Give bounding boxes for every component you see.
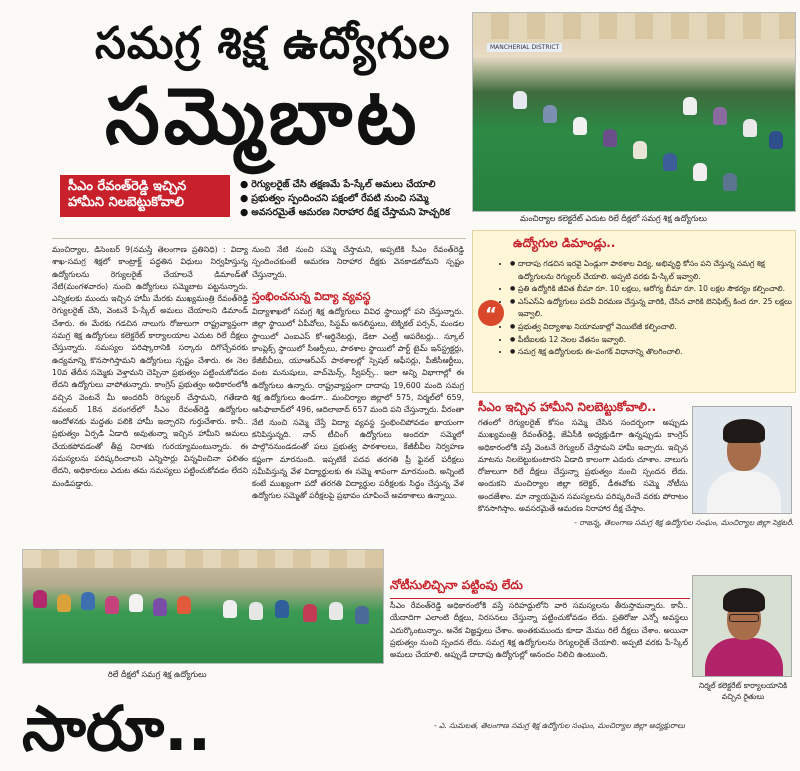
demands-title: ఉద్యోగుల డిమాండ్లు.. bbox=[513, 236, 616, 250]
seated-person bbox=[513, 91, 527, 109]
portrait-saree bbox=[705, 638, 783, 677]
top-photo-caption: మంచిర్యాల కలెక్టరేట్ ఎదుట రిలే దీక్షలో సమగ్ర శిక్ష ఉద్యోగులు bbox=[520, 214, 707, 223]
red-title-box: సీఎం రేవంత్‌రెడ్డి ఇచ్చిన హామీని నిలబెట్టుకోవాలి bbox=[60, 175, 230, 217]
portrait-woman bbox=[692, 575, 792, 677]
key-points bbox=[240, 178, 472, 220]
demand-item: ● • సమగ్ర శిక్ష ఉద్యోగులకు ఈ-పంగక్ విధానాన్ని తొలగించాలి. bbox=[510, 346, 792, 359]
headline-line-1: సమగ్ర శిక్ష ఉద్యోగుల bbox=[95, 18, 451, 69]
demand-item: ● • ఎస్ఎస్ఏ ఉద్యోగులు పదవీ విరమణ చేస్తున్న వారికి, చేసిన వారికి బెనిఫిట్స్ కింద రూ. 25 లక్షలు ఇవ్వాలి. bbox=[510, 296, 792, 321]
demand-item: ● • పీటీఐలకు 12 నెలల వేతనం ఇవ్వాలి. bbox=[510, 334, 792, 347]
article-column-1: మంచిర్యాల, డిసెంబర్ 9(నమస్తే తెలంగాణ ప్రతినిధి) : విద్యా శాఖ-సమగ్ర శిక్షలో కాంట్రాక్ట్ పద్ధతిన విధులు నిర్వహిస్తున్న ఉద్యోగులను రెగ్యులరైజ్ చేయాలనే డిమాండ్‌తో నేటి(మంగళవారం) నుంచి ఉద్యోగులు సమ్మెబాట పట్టనున్నారు. ఎన్నికలకు ముందు ఇచ్చిన హామీ మేరకు ముఖ్యమంత్రి రేవంత్‌రెడ్డి రెగ్యులరైజ్ చేసి, వెంటనే పే-స్కేల్ అమలు చేయాలని డిమాండ్ చేశారు. ఈ మేరకు గడచిన నాలుగు రోజులుగా రాష్ట్రవ్యాప్తంగా సమగ్ర శిక్ష ఉద్యోగులు కలెక్టరేట్ కార్యాలయాల ఎదుట రిలే దీక్షలు చేస్తున్నారు. సమస్యల పరిష్కారానికి సర్కారు దిగొచ్చేవరకు ఉద్యమాన్ని కొనసాగిస్తామని ఉద్యోగులు స్పష్టం చేశారు. ఈ నెల 10వ తేదీన సమ్మెకు వెళ్తామని చెప్పినా ప్రభుత్వం పట్టించుకోవడం లేదని ఉద్యోగులు వాపోతున్నారు. కాంగ్రెస్ ప్రభుత్వం అధికారంలోకి వచ్చిన వెంటనే మీ అందరినీ రెగ్యులర్ చేస్తామని, గతేడాది నవంబర్ 18న వరంగల్‌లో సీఎం రేవంత్‌రెడ్డి ఉద్యోగుల ఆందోళనకు మద్దతు పలికి హామీ ఇచ్చారని గుర్తుచేశారు. కానీ.. ప్రభుత్వం ఏర్పడి ఏడాది అవుతున్నా ఇచ్చిన హామీని అమలు చేయకపోవడంతో తీవ్ర నిరాశకు గురయ్యామంటున్నారు. ఈ సమస్యలను పరిష్కరించాలని ఎన్నిసార్లు విన్నవించినా ఫలితం లేదని, అధికారులు ఎదుట తమ సమస్యలు పట్టించుకోవడం లేదని మండిపడ్డారు. bbox=[52, 245, 248, 488]
portrait-glasses bbox=[729, 614, 759, 622]
seated-person bbox=[275, 600, 289, 618]
quote-icon: “ bbox=[478, 300, 504, 326]
key-point-text: ప్రభుత్వం స్పందించని పక్షంలో రేపటి నుంచి సమ్మె bbox=[251, 193, 429, 204]
portrait-2-caption: నిర్మల్ కలెక్టరేట్ కార్యాలయానికి వచ్చిన రైతులు bbox=[698, 681, 788, 701]
demand-item: ● • ప్రభుత్వ విద్యాశాఖ నియామకాల్లో వెయిటేజీ కల్పించాలి. bbox=[510, 321, 792, 334]
article-column-2-body: విద్యాశాఖలో సమగ్ర శిక్ష ఉద్యోగులు వివిధ స్థాయిల్లో పని చేస్తున్నారు. జిల్లా స్థాయిలో ఏపీవోలు, సిస్టమ్ అనలిస్టులు, టెక్నికల్ పర్సన్, మండల స్థాయిలో ఎంఐఎస్ కో-ఆర్డినేటర్లు, డేటా ఎంట్రీ ఆపరేటర్లు.. స్కూల్ కాంప్లెక్స్ స్థాయిలో సీఆర్పీలు, పాఠశాల స్థాయిలో పార్ట్ టైమ్ ఇన్‌స్ట్రక్టర్లు, కేజీబీవీలు, యూఆర్ఎస్ పాఠశాలల్లో స్పెషల్ ఆఫీసర్లు, పీజీసీఆర్టీలు, వంట మనుషులు, వాచ్‌మెన్స్, స్వీపర్స్.. ఇలా అన్ని విభాగాల్లో ఈ ఉద్యోగులు ఉన్నారు. రాష్ట్రవ్యాప్తంగా దాదాపు 19,600 మంది సమగ్ర శిక్ష ఉద్యోగులు ఉండగా.. మంచిర్యాల జిల్లాలో 575, నిర్మల్‌లో 659, ఆసిఫాబాద్‌లో 496, ఆదిలాబాద్ 657 మంది పని చేస్తున్నారు. వీరంతా నేటి నుంచి సమ్మె చేస్తే విద్యా వ్యవస్థ స్తంభించిపోవడం ఖాయంగా కనిపిస్తున్నది. నాన్ టీచింగ్ ఉద్యోగులు అందరూ సమ్మెలో పాల్గొననుండడంతో పలు ప్రభుత్వ పాఠశాలలు, కేజీబీవీల నిర్వహణ కష్టంగా మారనుంది. ఇప్పటికే పదవ తరగతి ప్రీ ఫైనల్ పరీక్షలు సమీపిస్తున్న వేళ విద్యార్థులకు ఈ సమ్మె శాపంగా మారనుంది. అన్నింటి కంటే ముఖ్యంగా పదో తరగతి విద్యార్థుల పరీక్షలకు సిద్ధం చేస్తున్న వేళ ఉద్యోగుల సమ్మెతో పరీక్షలపై ప్రభావం చూపించే అవకాశాలు ఉన్నాయి. bbox=[252, 307, 464, 501]
seated-person bbox=[573, 117, 587, 135]
article-subheading: స్తంభించనున్న విద్యా వ్యవస్థ bbox=[252, 290, 371, 303]
seated-person bbox=[543, 105, 557, 123]
key-point: ● రెగ్యులరైజ్ చేసి తక్షణమే పే-స్కేల్ అమలు చేయాలి bbox=[240, 179, 436, 190]
bottom-photo bbox=[22, 549, 384, 664]
seated-person bbox=[33, 590, 47, 608]
seated-person bbox=[303, 604, 317, 622]
seated-person bbox=[693, 163, 707, 181]
headline-line-2: సమ్మెబాట bbox=[105, 72, 421, 162]
portrait-shirt bbox=[707, 471, 781, 514]
seated-person bbox=[105, 596, 119, 614]
seated-person bbox=[177, 596, 191, 614]
seated-person bbox=[249, 602, 263, 620]
key-point-text: అవసరమైతే ఆమరణ నిరాహార దీక్ష చేస్తామని హెచ్చరిక bbox=[251, 207, 450, 218]
key-point-text: రెగ్యులరైజ్ చేసి తక్షణమే పే-స్కేల్ అమలు చేయాలి bbox=[251, 179, 436, 190]
seated-person bbox=[153, 598, 167, 616]
section-3-title: నోటీసులిచ్చినా పట్టింపు లేదు bbox=[390, 578, 690, 599]
section-3-signature: - ఎ. సుమలత, తెలంగాణ సమగ్ర శిక్ష ఉద్యోగుల సంఘం, మంచిర్యాల జిల్లా అధ్యక్షురాలు bbox=[433, 721, 685, 730]
section-2-signature: - రాజన్న, తెలంగాణ సమగ్ర శిక్ష ఉద్యోగుల సంఘం, మంచిర్యాల జిల్లా సెక్రటరీ. bbox=[574, 518, 794, 527]
seated-person bbox=[769, 131, 783, 149]
portrait-hair bbox=[723, 419, 765, 443]
demand-item: ● • దాదాపు గడచిన ఇరవై ఏండ్లుగా పాఠశాల విద్య, అభివృద్ధి కోసం పని చేస్తున్న సమగ్ర శిక్ష ఉద్యోగులను రెగ్యులర్ చేయాలి. అప్పటి వరకు పే-స్కేల్ ఇవ్వాలి. bbox=[510, 258, 792, 283]
seated-person bbox=[663, 153, 677, 171]
bottom-photo-caption: రిలే దీక్షలో సమగ్ర శిక్ష ఉద్యోగులు bbox=[108, 670, 207, 679]
section-2-body: గతంలో రెగ్యులరైజ్ కోసం సమ్మె చేసిన సందర్భంగా అప్పుడు ముఖ్యమంత్రి రేవంత్‌రెడ్డి, జేఏసీకి అధ్యక్షుడిగా ఉన్నప్పుడు కాంగ్రెస్ అధికారంలోకి వస్తే వెంటనే రెగ్యులర్ చేస్తామని హామీ ఇచ్చారు. ఇచ్చిన మాటను నిలబెట్టుకుంటారని ఏడాది కాలంగా ఎదురు చూశాం. నాలుగు రోజులుగా రిలే దీక్షలు చేస్తున్నా ప్రభుత్వం నుంచి స్పందన లేదు. అందుకని మంచిర్యాల జిల్లా కలెక్టర్, డీఈవోకు సమ్మె నోటీసు అందజేశాం. మా న్యాయమైన సమస్యలను పరిష్కరించే వరకు పోరాటం కొనసాగిస్తాం. అవసరమైతే ఆమరణ నిరాహార దీక్ష చేస్తాం. bbox=[478, 418, 688, 513]
portrait-hair bbox=[723, 588, 765, 612]
seated-person bbox=[713, 107, 727, 125]
seated-person bbox=[129, 594, 143, 612]
photo-banner: MANCHERIAL DISTRICT bbox=[487, 43, 562, 52]
demands-list bbox=[510, 258, 792, 359]
key-point: ● అవసరమైతే ఆమరణ నిరాహార దీక్ష చేస్తామని హెచ్చరిక bbox=[240, 207, 450, 218]
tent-canopy bbox=[23, 550, 383, 568]
seated-person bbox=[329, 602, 343, 620]
seated-person bbox=[723, 173, 737, 191]
section-3-body: సీఎం రేవంత్‌రెడ్డి అధికారంలోకి వస్తే సరిహద్దులోని వారి సమస్యలను తీరుస్తామన్నారు. కానీ.. యేదాదిగా ఎలాంటి దీక్షలు, నిరసనలు చేస్తున్నా పట్టించుకోవడం లేదు. ప్రతిరోజు ఎన్నో అవస్థలు ఎదుర్కొంటున్నాం. అనేక విజ్ఞప్తులు చేశాం. అంతకుముందు కూడా మేము రిలే దీక్షలు చేశాం. అయినా ప్రభుత్వం నుంచి స్పందన లేదు. సమగ్ర శిక్ష ఉద్యోగులను రెగ్యులరైజ్ చేయాలి. అప్పటి వరకు పే-స్కేల్ అమలు చేయాలి. అప్పుడే దాదాపు ఉద్యోగుల్లో ఆనందం నిలిచి ఉంటుంది. bbox=[390, 601, 688, 660]
top-photo bbox=[472, 12, 796, 212]
seated-person bbox=[743, 119, 757, 137]
section-2-title: సీఎం ఇచ్చిన హామీని నిలబెట్టుకోవాలి.. bbox=[478, 400, 657, 414]
footer-headline: సారూ.. bbox=[22, 692, 212, 765]
seated-person bbox=[603, 129, 617, 147]
key-point: ● ప్రభుత్వం స్పందించని పక్షంలో రేపటి నుంచి సమ్మె bbox=[240, 193, 429, 204]
seated-person bbox=[81, 592, 95, 610]
seated-person bbox=[223, 600, 237, 618]
demand-item: ● • ప్రతి ఉద్యోగికి జీవిత బీమా రూ. 10 లక్షలు, ఆరోగ్య బీమా రూ. 10 లక్షల సౌకర్యం కల్పించాలి. bbox=[510, 283, 792, 296]
divider bbox=[52, 238, 466, 239]
seated-person bbox=[57, 594, 71, 612]
seated-person bbox=[355, 606, 369, 624]
seated-person bbox=[633, 141, 647, 159]
tent-canopy bbox=[473, 13, 795, 39]
seated-person bbox=[683, 97, 697, 115]
article-column-2-top: నుంచి నేటి నుంచి సమ్మె చేస్తామని, అప్పటికి సీఎం రేవంత్‌రెడ్డి స్పందించకుంటే ఆమరణ నిరాహార దీక్షకు వెనకాడబోమని స్పష్టం చేస్తున్నారు. bbox=[252, 245, 464, 279]
portrait-man bbox=[692, 406, 792, 514]
